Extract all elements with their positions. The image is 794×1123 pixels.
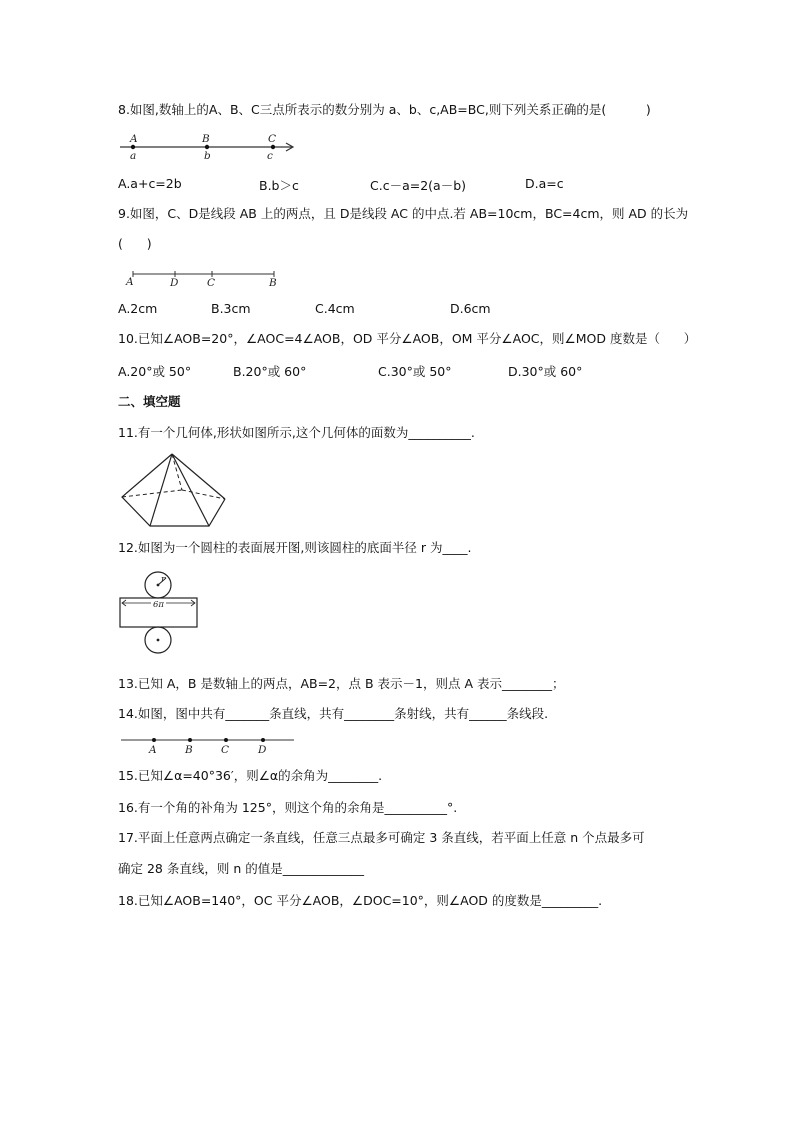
q8-point-b-label: B [202,133,210,145]
q14-point-c-label: C [221,744,230,756]
q8-option-c: C.c－a=2(a－b) [370,178,467,193]
q9-point-a-label: A [126,276,134,288]
q11-pyramid-figure [118,450,230,530]
q9-text: 9.如图，C、D是线段 AB 上的两点，且 D是线段 AC 的中点.若 AB=10cm，BC=4cm，则 AD 的长为 [118,206,689,221]
q9-option-d: D.6cm [450,301,491,316]
q9-segment-figure [118,262,288,290]
q12-length-label: 6π [153,600,164,610]
q17-text-line2: 确定 28 条直线，则 n 的值是_____________ [118,861,364,876]
q11-text: 11.有一个几何体,形状如图所示,这个几何体的面数为__________. [118,425,475,440]
q14-line-figure [118,732,298,756]
q8-point-a-label: A [130,133,138,145]
q9-point-c-label: C [207,277,216,289]
q10-option-b: B.20°或 60° [233,364,307,379]
q16-text: 16.有一个角的补角为 125°，则这个角的余角是__________°. [118,800,458,815]
q10-option-a: A.20°或 50° [118,364,192,379]
q9-option-a: A.2cm [118,301,158,316]
q12-text: 12.如图为一个圆柱的表面展开图,则该圆柱的底面半径 r 为____. [118,540,472,555]
q8-value-b-label: b [204,150,211,162]
q9-option-b: B.3cm [211,301,251,316]
q10-text: 10.已知∠AOB=20°，∠AOC=4∠AOB，OD 平分∠AOB，OM 平分∠AOC，则∠MOD 度数是（ ） [118,331,697,346]
q17-text-line1: 17.平面上任意两点确定一条直线，任意三点最多可确定 3 条直线，若平面上任意 n 个点最多可 [118,830,645,845]
q10-option-d: D.30°或 60° [508,364,583,379]
q8-option-d: D.a=c [525,176,564,191]
q15-text: 15.已知∠α=40°36′，则∠α的余角为________. [118,768,383,783]
q9-point-d-label: D [170,277,179,289]
q8-option-b: B.b＞c [259,178,299,193]
q12-cylinder-net-figure [118,570,202,666]
q14-point-d-label: D [258,744,267,756]
q8-value-c-label: c [267,150,273,162]
q8-text: 8.如图,数轴上的A、B、C三点所表示的数分别为 a、b、c,AB=BC,则下列关系正确的是( ) [118,102,651,117]
q14-point-b-label: B [185,744,193,756]
q8-value-a-label: a [130,150,137,162]
section-title-fill-in: 二、填空题 [118,394,181,409]
q14-text: 14.如图，图中共有_______条直线，共有________条射线，共有______条线段. [118,706,549,721]
q14-point-a-label: A [149,744,157,756]
q9-point-b-label: B [269,277,277,289]
q12-radius-label: r [161,575,166,585]
q8-number-line-figure [118,130,303,162]
q8-point-c-label: C [268,133,277,145]
q9-bracket: ( ) [118,236,152,251]
q18-text: 18.已知∠AOB=140°，OC 平分∠AOB，∠DOC=10°，则∠AOD 的度数是_________. [118,893,603,908]
q13-text: 13.已知 A，B 是数轴上的两点，AB=2，点 B 表示－1，则点 A 表示________； [118,676,565,691]
q10-option-c: C.30°或 50° [378,364,452,379]
q9-option-c: C.4cm [315,301,355,316]
q8-option-a: A.a+c=2b [118,176,182,191]
